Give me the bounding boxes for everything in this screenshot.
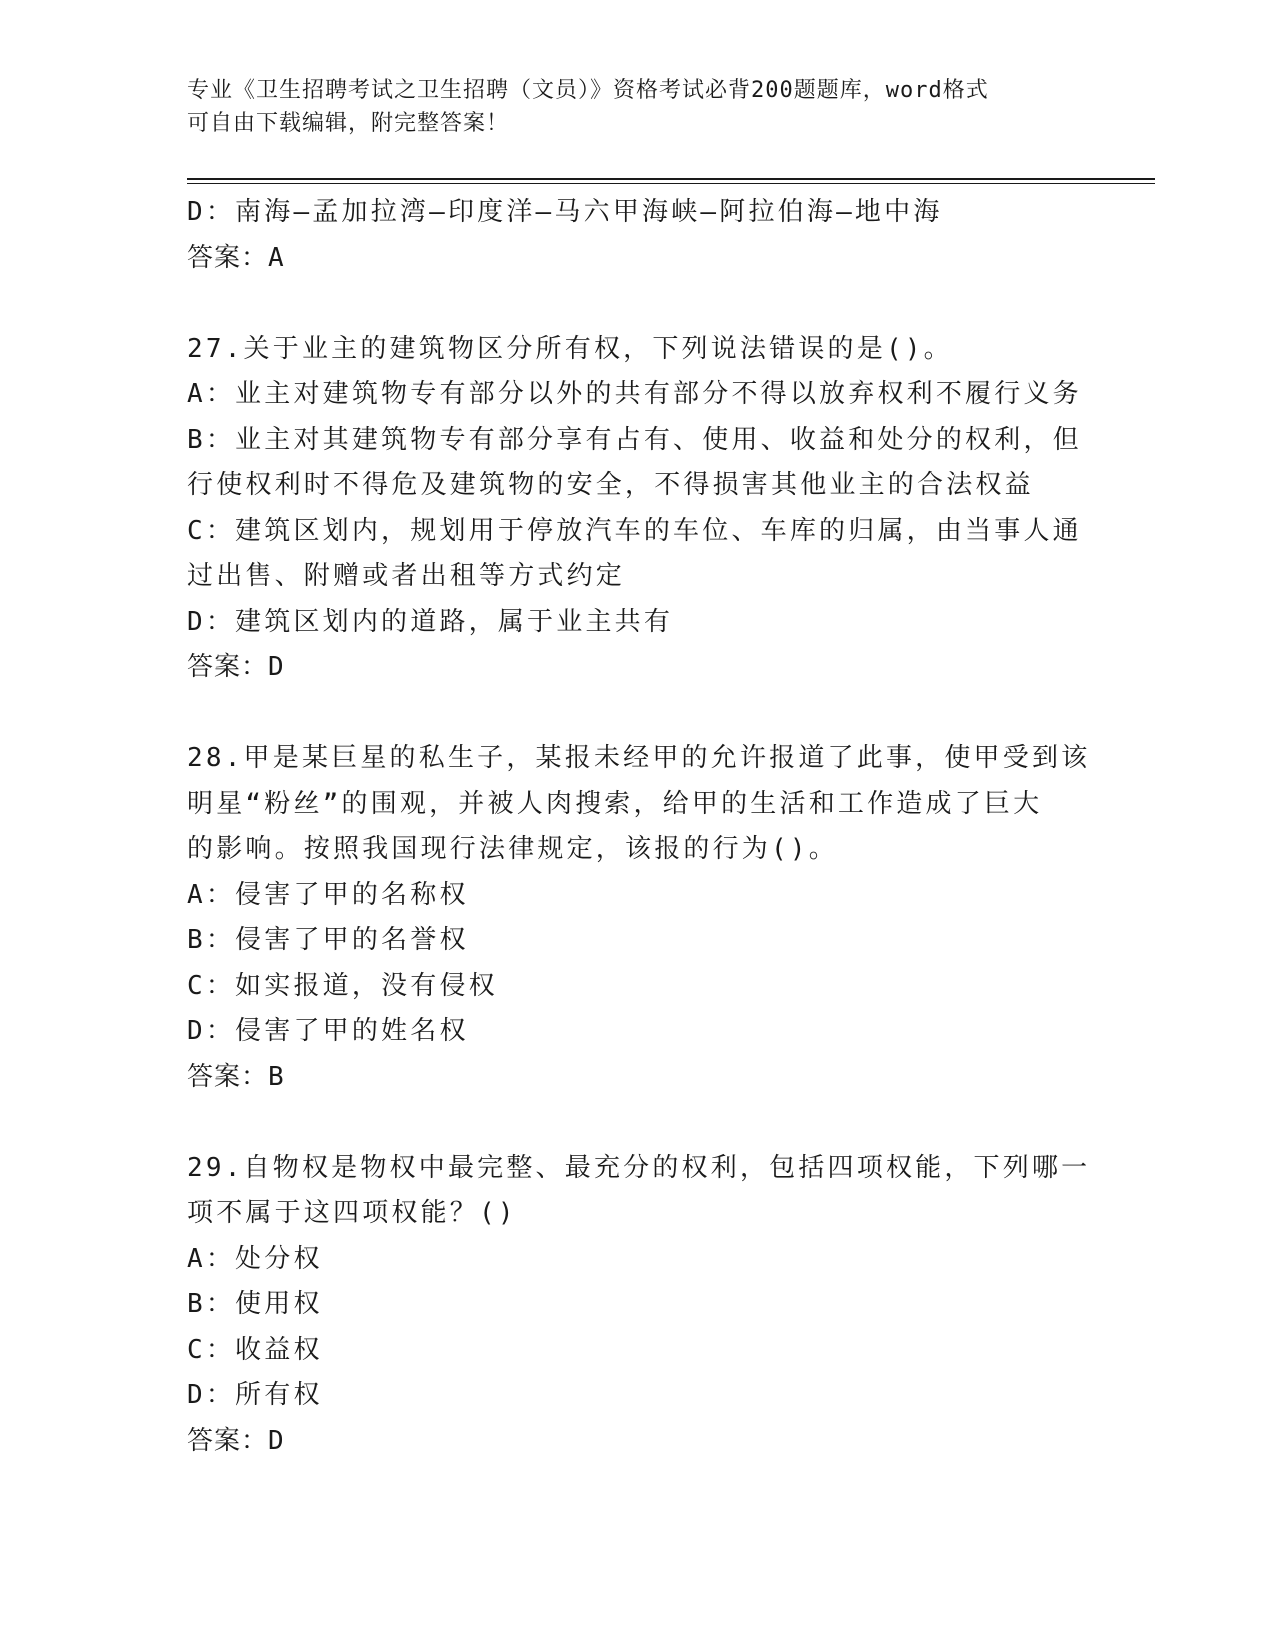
page-header [187, 74, 1067, 140]
answer: 答案：B [187, 1061, 285, 1092]
option-d: D：侵害了甲的姓名权 [187, 1016, 469, 1046]
option-d: D：建筑区划内的道路，属于业主共有 [187, 606, 674, 637]
header-rule-thick [187, 178, 1155, 180]
option-a: A：侵害了甲的名称权 [187, 879, 469, 910]
question-stem-line-2: 项不属于这四项权能？() [187, 1198, 517, 1228]
option-b-line-1: B：业主对其建筑物专有部分享有占有、使用、收益和处分的权利，但 [187, 424, 1082, 455]
header-line-2: 可自由下载编辑，附完整答案！ [187, 111, 510, 136]
option-d: D：所有权 [187, 1380, 323, 1410]
option-b: B：使用权 [187, 1289, 323, 1319]
header-rule-thin [187, 183, 1155, 184]
spacer [187, 281, 1087, 327]
option-c: C：收益权 [187, 1334, 323, 1365]
answer: 答案：D [187, 1425, 285, 1456]
question-stem-line-1: 29.自物权是物权中最完整、最充分的权利，包括四项权能，下列哪一 [187, 1152, 1091, 1183]
question-list [187, 190, 1091, 1464]
option-a: A：处分权 [187, 1243, 323, 1274]
question-26-tail [187, 190, 1087, 281]
spacer [187, 691, 1087, 737]
option-c: C：如实报道，没有侵权 [187, 970, 498, 1001]
question-27 [187, 327, 1087, 691]
question-stem-line-3: 的影响。按照我国现行法律规定，该报的行为()。 [187, 834, 838, 864]
spacer [187, 1100, 1087, 1146]
option-c-line-1: C：建筑区划内，规划用于停放汽车的车位、车库的归属，由当事人通 [187, 515, 1082, 546]
question-stem-line-2: 明星“粉丝”的围观，并被人肉搜索，给甲的生活和工作造成了巨大 [187, 788, 1043, 819]
option-a: A：业主对建筑物专有部分以外的共有部分不得以放弃权利不履行义务 [187, 379, 1082, 409]
question-29 [187, 1146, 1091, 1465]
question-28 [187, 736, 1091, 1100]
header-line-1: 专业《卫生招聘考试之卫生招聘（文员）》资格考试必背200题题库，word格式 [187, 78, 989, 103]
question-stem-line-1: 28.甲是某巨星的私生子，某报未经甲的允许报道了此事，使甲受到该 [187, 743, 1091, 773]
answer: 答案：A [187, 242, 285, 273]
option-b-line-2: 行使权利时不得危及建筑物的安全，不得损害其他业主的合法权益 [187, 470, 1034, 500]
option-c-line-2: 过出售、附赠或者出租等方式约定 [187, 561, 626, 591]
answer: 答案：D [187, 652, 285, 682]
question-stem: 27.关于业主的建筑物区分所有权，下列说法错误的是()。 [187, 333, 953, 364]
option-d: D：南海—孟加拉湾—印度洋—马六甲海峡—阿拉伯海—地中海 [187, 197, 943, 227]
option-b: B：侵害了甲的名誉权 [187, 925, 469, 955]
